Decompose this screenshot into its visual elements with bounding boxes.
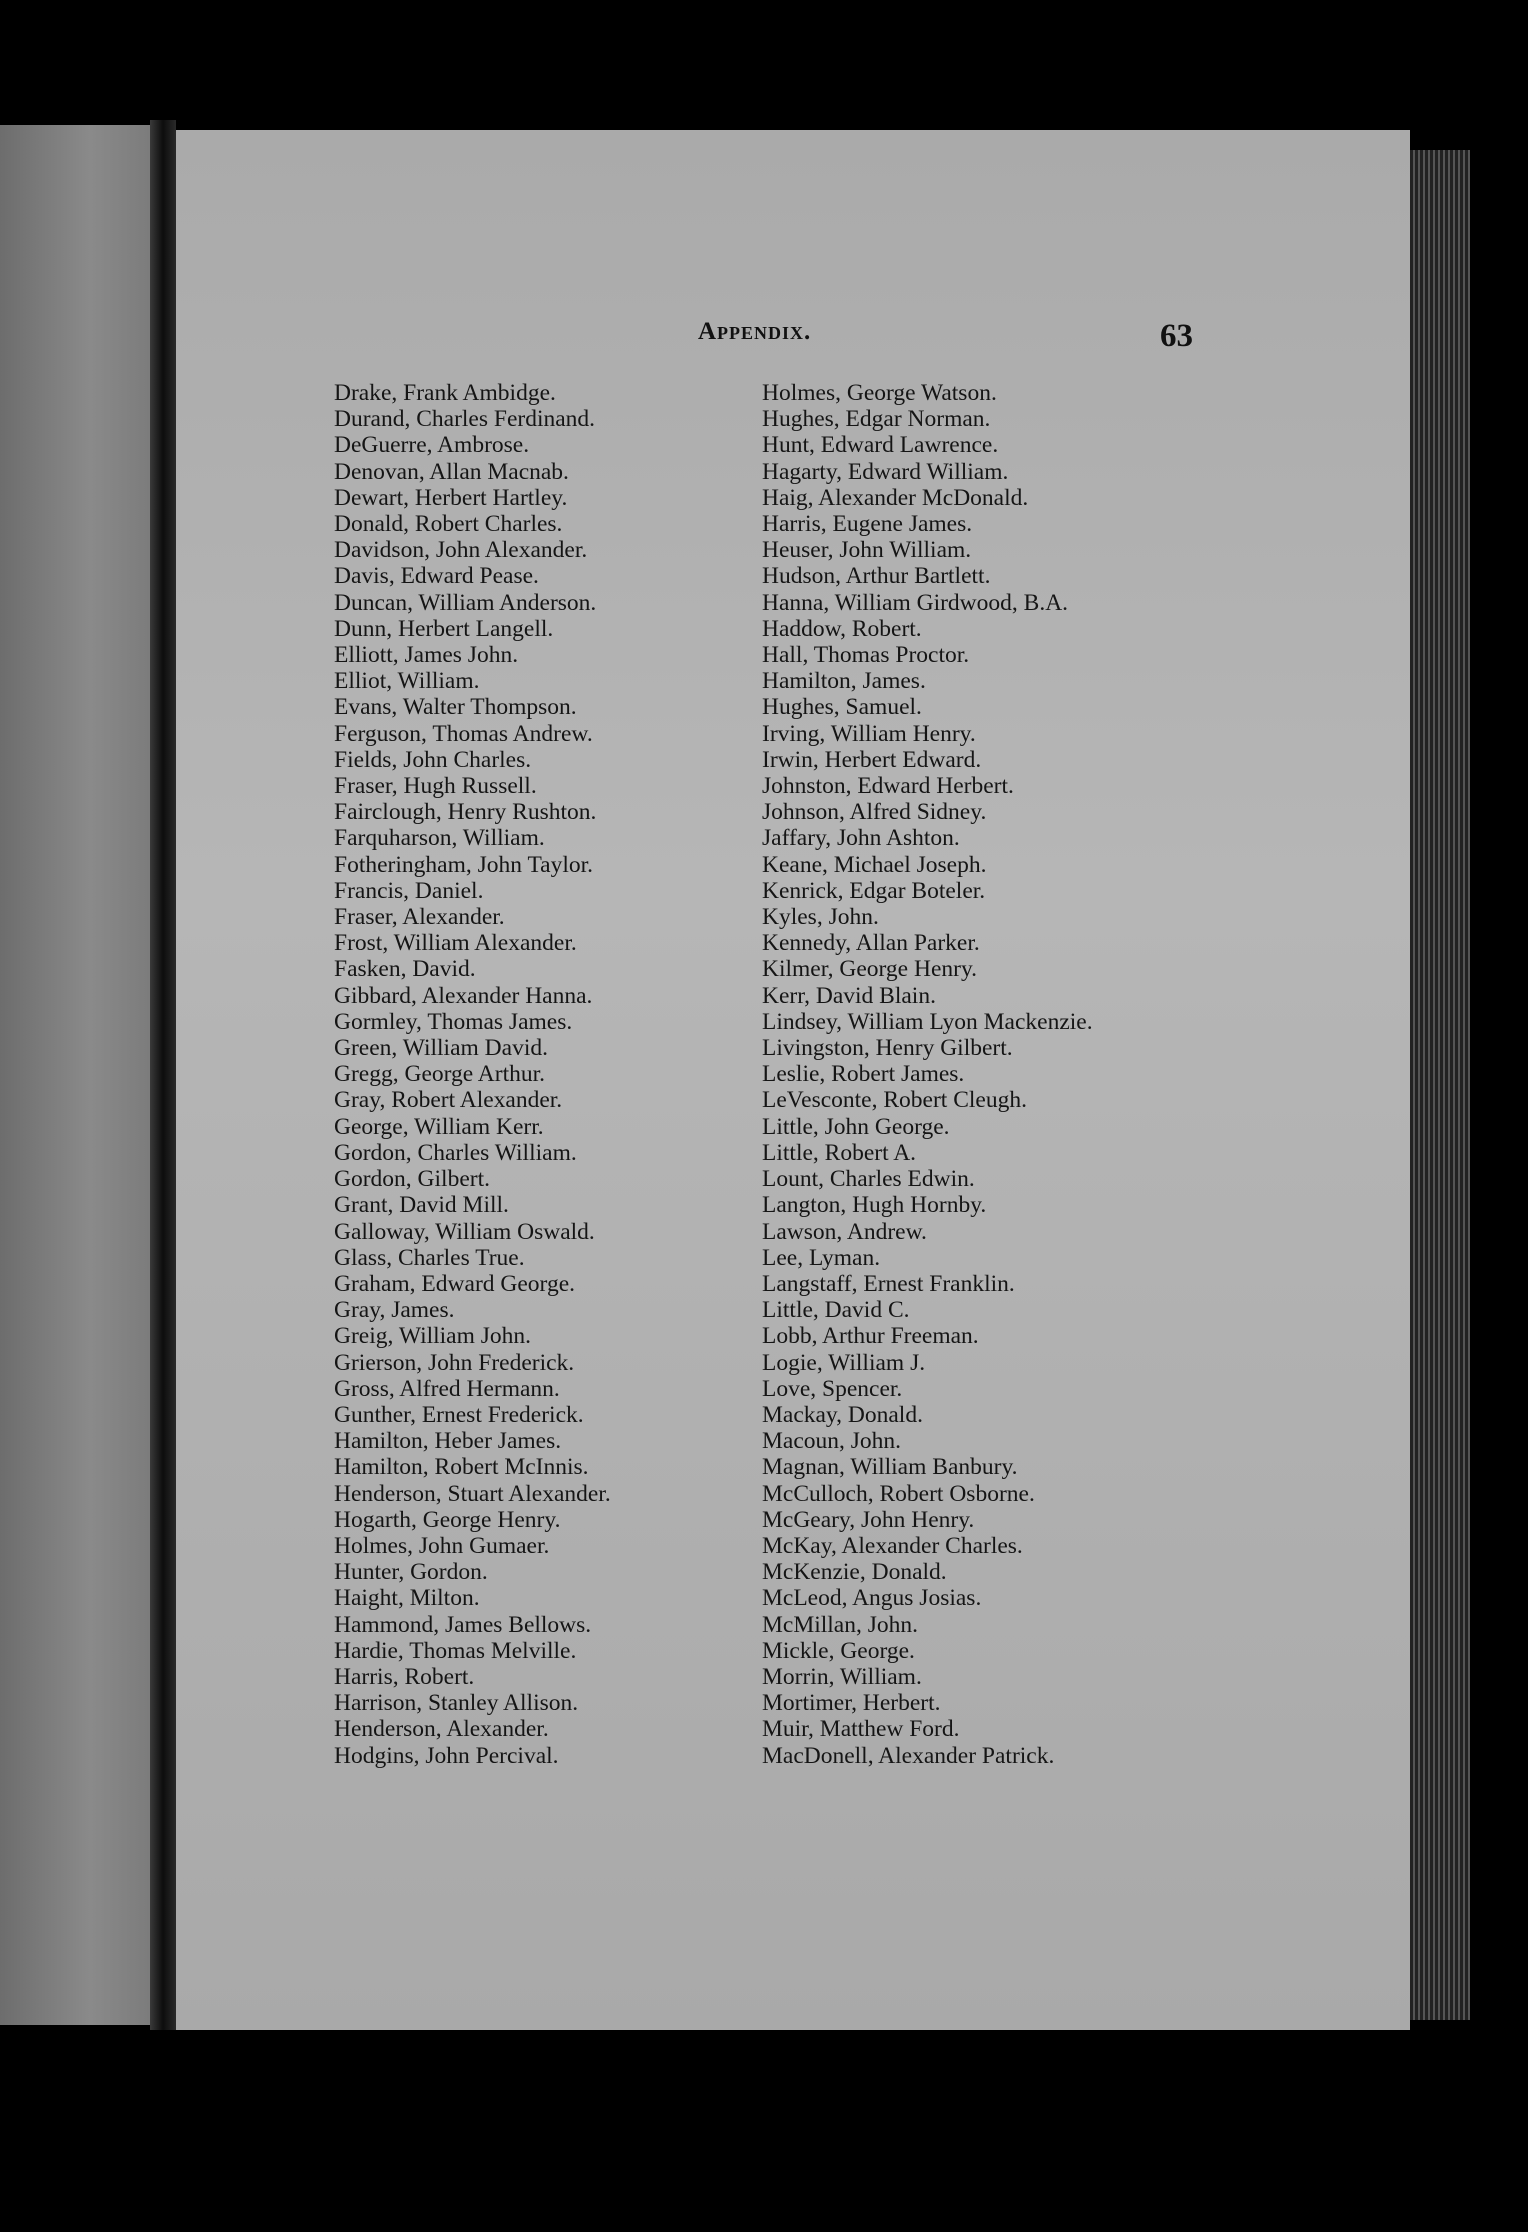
name-entry: Fraser, Alexander. (334, 904, 505, 931)
name-entry: Morrin, William. (762, 1663, 922, 1690)
name-entry: LeVesconte, Robert Cleugh. (762, 1087, 1027, 1114)
name-entry: Logie, William J. (762, 1349, 926, 1376)
name-entry: Langstaff, Ernest Franklin. (762, 1270, 1015, 1297)
left-name-column (334, 380, 611, 1769)
name-entry: Muir, Matthew Ford. (762, 1716, 960, 1743)
name-entry: Kyles, John. (762, 904, 879, 931)
name-entry: Grant, David Mill. (334, 1192, 509, 1219)
name-entry: Gormley, Thomas James. (334, 1008, 573, 1035)
name-entry: Little, Robert A. (762, 1139, 917, 1166)
name-entry: McKay, Alexander Charles. (762, 1532, 1023, 1559)
name-entry: Frost, William Alexander. (334, 930, 577, 957)
name-entry: Gibbard, Alexander Hanna. (334, 982, 593, 1009)
name-entry: Hamilton, Robert McInnis. (334, 1454, 589, 1481)
name-entry: Greig, William John. (334, 1323, 532, 1350)
name-entry: Fasken, David. (334, 956, 476, 983)
page-stack-edges (1410, 150, 1470, 2020)
name-entry: Lawson, Andrew. (762, 1218, 927, 1245)
name-entry: Hardie, Thomas Melville. (334, 1637, 577, 1664)
name-entry: Leslie, Robert James. (762, 1061, 965, 1088)
name-entry: Hanna, William Girdwood, B.A. (762, 589, 1069, 616)
name-entry: Green, William David. (334, 1035, 548, 1062)
name-entry: Johnson, Alfred Sidney. (762, 799, 987, 826)
name-entry: Durand, Charles Ferdinand. (334, 406, 596, 433)
book-gutter (150, 120, 176, 2030)
name-entry: Harrison, Stanley Allison. (334, 1690, 579, 1717)
name-entry: Glass, Charles True. (334, 1244, 525, 1271)
name-entry: Gregg, George Arthur. (334, 1061, 546, 1088)
name-entry: Gunther, Ernest Frederick. (334, 1401, 584, 1428)
name-entry: Irwin, Herbert Edward. (762, 746, 982, 773)
name-entry: Drake, Frank Ambidge. (334, 380, 556, 406)
name-entry: Lount, Charles Edwin. (762, 1166, 975, 1193)
name-entry: Haig, Alexander McDonald. (762, 484, 1029, 511)
name-entry: Grierson, John Frederick. (334, 1349, 575, 1376)
name-entry: Gross, Alfred Hermann. (334, 1375, 560, 1402)
name-entry: Hughes, Edgar Norman. (762, 406, 991, 433)
name-entry: Fairclough, Henry Rushton. (334, 799, 597, 826)
name-entry: Hodgins, John Percival. (334, 1742, 559, 1769)
name-entry: Livingston, Henry Gilbert. (762, 1035, 1013, 1062)
name-entry: Keane, Michael Joseph. (762, 851, 987, 878)
name-entry: Dewart, Herbert Hartley. (334, 484, 568, 511)
name-entry: Little, John George. (762, 1113, 950, 1140)
name-entry: Francis, Daniel. (334, 877, 484, 904)
name-entry: Johnston, Edward Herbert. (762, 773, 1014, 800)
name-entry: Dunn, Herbert Langell. (334, 615, 554, 642)
page-number: 63 (1160, 318, 1193, 354)
name-entry: Davis, Edward Pease. (334, 563, 539, 590)
name-entry: Mackay, Donald. (762, 1401, 923, 1428)
name-entry: Henderson, Alexander. (334, 1716, 549, 1743)
name-entry: Davidson, John Alexander. (334, 537, 588, 564)
name-entry: Fraser, Hugh Russell. (334, 773, 537, 800)
name-entry: Heuser, John William. (762, 537, 972, 564)
name-entry: Donald, Robert Charles. (334, 511, 563, 538)
name-entry: Hogarth, George Henry. (334, 1506, 561, 1533)
name-entry: Harris, Eugene James. (762, 511, 973, 538)
name-entry: Gray, James. (334, 1297, 455, 1324)
name-entry: Kennedy, Allan Parker. (762, 930, 980, 957)
name-entry: McKenzie, Donald. (762, 1559, 947, 1586)
name-entry: Farquharson, William. (334, 825, 545, 852)
name-entry: Lindsey, William Lyon Mackenzie. (762, 1008, 1093, 1035)
name-entry: Hagarty, Edward William. (762, 458, 1009, 485)
name-entry: Gordon, Gilbert. (334, 1166, 490, 1193)
name-entry: McGeary, John Henry. (762, 1506, 975, 1533)
name-entry: Graham, Edward George. (334, 1270, 576, 1297)
name-entry: Haight, Milton. (334, 1585, 480, 1612)
name-entry: Gray, Robert Alexander. (334, 1087, 563, 1114)
name-entry: Duncan, William Anderson. (334, 589, 597, 616)
name-entry: Hamilton, James. (762, 668, 926, 695)
name-entry: Kenrick, Edgar Boteler. (762, 877, 986, 904)
name-entry: DeGuerre, Ambrose. (334, 432, 530, 459)
name-entry: Elliot, William. (334, 668, 480, 695)
name-entry: Holmes, John Gumaer. (334, 1532, 550, 1559)
name-entry: Hughes, Samuel. (762, 694, 922, 721)
running-head: Appendix. (698, 318, 812, 345)
name-entry: Holmes, George Watson. (762, 380, 997, 406)
name-entry: Fotheringham, John Taylor. (334, 851, 594, 878)
name-entry: Gordon, Charles William. (334, 1139, 577, 1166)
name-entry: Lee, Lyman. (762, 1244, 881, 1271)
name-entry: Hunter, Gordon. (334, 1559, 488, 1586)
name-entry: McCulloch, Robert Osborne. (762, 1480, 1035, 1507)
name-entry: Hamilton, Heber James. (334, 1428, 562, 1455)
name-entry: Harris, Robert. (334, 1663, 475, 1690)
name-entry: George, William Kerr. (334, 1113, 544, 1140)
name-entry: Henderson, Stuart Alexander. (334, 1480, 611, 1507)
name-entry: Evans, Walter Thompson. (334, 694, 577, 721)
name-entry: Denovan, Allan Macnab. (334, 458, 569, 485)
name-entry: McLeod, Angus Josias. (762, 1585, 982, 1612)
name-entry: Magnan, William Banbury. (762, 1454, 1018, 1481)
name-entry: Little, David C. (762, 1297, 910, 1324)
name-entry: Hunt, Edward Lawrence. (762, 432, 999, 459)
right-name-column (762, 380, 1093, 1769)
name-entry: Love, Spencer. (762, 1375, 903, 1402)
name-entry: Kilmer, George Henry. (762, 956, 978, 983)
name-entry: Macoun, John. (762, 1428, 902, 1455)
name-entry: Elliott, James John. (334, 642, 519, 669)
name-entry: McMillan, John. (762, 1611, 919, 1638)
name-entry: Hall, Thomas Proctor. (762, 642, 970, 669)
name-entry: Lobb, Arthur Freeman. (762, 1323, 979, 1350)
page-header (176, 318, 1410, 368)
name-entry: Galloway, William Oswald. (334, 1218, 595, 1245)
name-entry: Hammond, James Bellows. (334, 1611, 592, 1638)
name-entry: Mickle, George. (762, 1637, 915, 1664)
name-entry: Jaffary, John Ashton. (762, 825, 960, 852)
name-entry: Haddow, Robert. (762, 615, 922, 642)
name-entry: Kerr, David Blain. (762, 982, 936, 1009)
name-entry: Ferguson, Thomas Andrew. (334, 720, 593, 747)
name-entry: Hudson, Arthur Bartlett. (762, 563, 991, 590)
name-entry: Fields, John Charles. (334, 746, 532, 773)
facing-page-edge (0, 125, 150, 2025)
name-entry: Irving, William Henry. (762, 720, 976, 747)
name-entry: Mortimer, Herbert. (762, 1690, 941, 1717)
name-entry: MacDonell, Alexander Patrick. (762, 1742, 1055, 1769)
name-entry: Langton, Hugh Hornby. (762, 1192, 987, 1219)
